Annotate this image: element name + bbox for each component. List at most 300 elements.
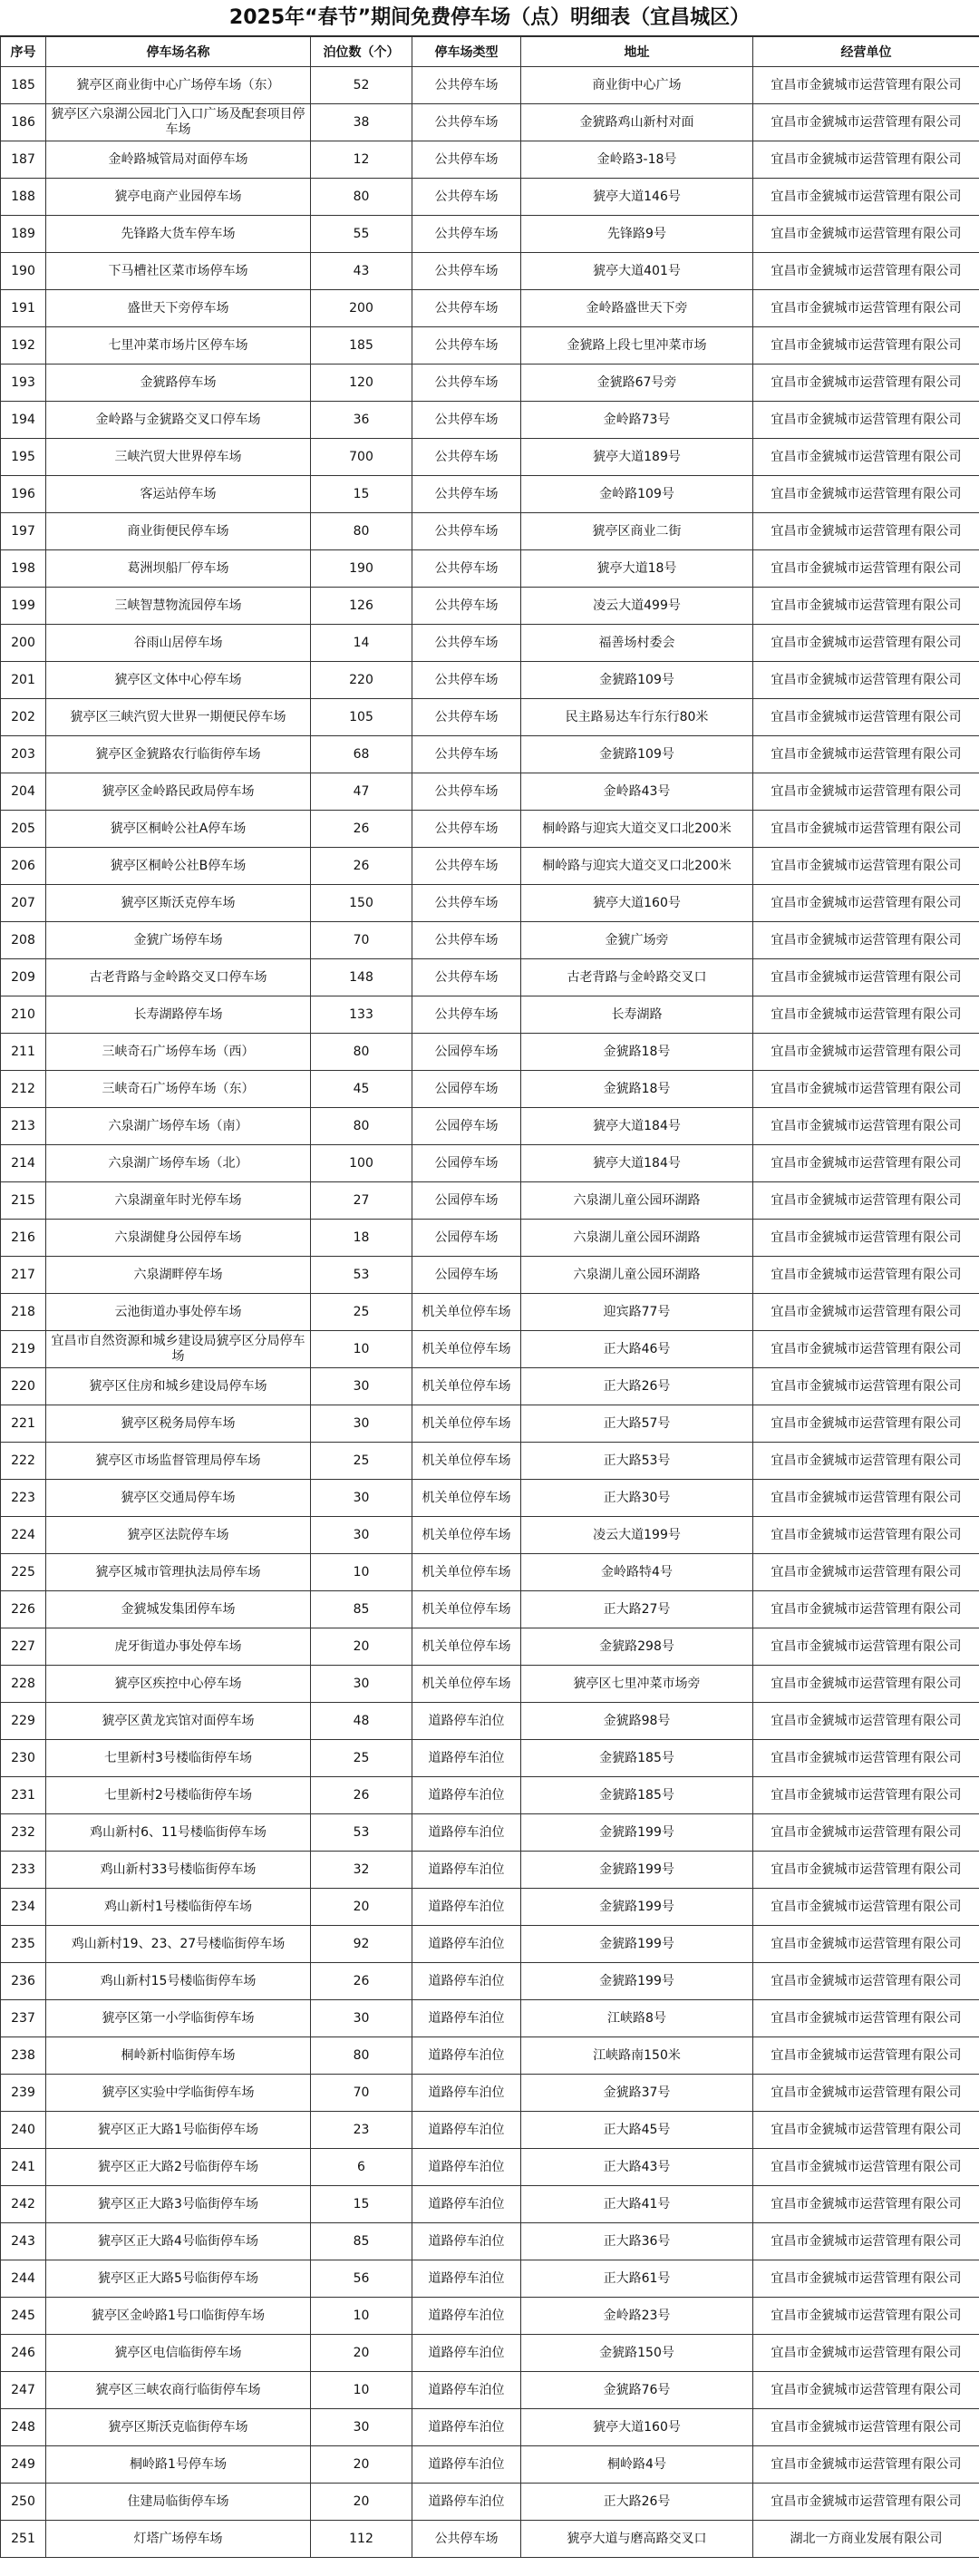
- table-row: [1, 2260, 979, 2298]
- cell-address: 金猇路98号: [521, 1703, 753, 1740]
- cell-address: 江峡路8号: [521, 2000, 753, 2037]
- cell-spots: 27: [311, 1182, 412, 1220]
- cell-type: 公共停车场: [412, 439, 521, 476]
- cell-org: 宜昌市金猇城市运营管理有限公司: [753, 1666, 979, 1703]
- cell-address: 金猇路199号: [521, 1852, 753, 1889]
- header-type: 停车场类型: [412, 37, 521, 67]
- table-row: [1, 1145, 979, 1182]
- cell-address: 金岭路特4号: [521, 1554, 753, 1591]
- cell-type: 公共停车场: [412, 550, 521, 588]
- cell-spots: 47: [311, 773, 412, 811]
- cell-seq: 236: [1, 1963, 46, 2000]
- cell-spots: 126: [311, 588, 412, 625]
- cell-org: 宜昌市金猇城市运营管理有限公司: [753, 1145, 979, 1182]
- cell-address: 金猇路鸡山新村对面: [521, 104, 753, 141]
- cell-org: 宜昌市金猇城市运营管理有限公司: [753, 1554, 979, 1591]
- cell-name: 猇亭电商产业园停车场: [46, 179, 311, 216]
- cell-seq: 234: [1, 1889, 46, 1926]
- cell-seq: 243: [1, 2223, 46, 2260]
- cell-seq: 207: [1, 885, 46, 922]
- cell-spots: 48: [311, 1703, 412, 1740]
- cell-seq: 192: [1, 327, 46, 365]
- cell-address: 正大路43号: [521, 2149, 753, 2186]
- cell-type: 机关单位停车场: [412, 1368, 521, 1405]
- cell-name: 猇亭区第一小学临街停车场: [46, 2000, 311, 2037]
- cell-address: 正大路61号: [521, 2260, 753, 2298]
- cell-seq: 199: [1, 588, 46, 625]
- cell-name: 住建局临街停车场: [46, 2484, 311, 2521]
- cell-org: 宜昌市金猇城市运营管理有限公司: [753, 1777, 979, 1814]
- cell-spots: 26: [311, 811, 412, 848]
- cell-seq: 205: [1, 811, 46, 848]
- cell-org: 宜昌市金猇城市运营管理有限公司: [753, 2372, 979, 2409]
- cell-type: 公共停车场: [412, 848, 521, 885]
- cell-spots: 15: [311, 2186, 412, 2223]
- cell-type: 机关单位停车场: [412, 1517, 521, 1554]
- cell-org: 宜昌市金猇城市运营管理有限公司: [753, 773, 979, 811]
- cell-type: 道路停车泊位: [412, 1926, 521, 1963]
- cell-seq: 235: [1, 1926, 46, 1963]
- cell-name: 云池街道办事处停车场: [46, 1294, 311, 1331]
- cell-seq: 203: [1, 736, 46, 773]
- cell-address: 六泉湖儿童公园环湖路: [521, 1220, 753, 1257]
- cell-org: 宜昌市金猇城市运营管理有限公司: [753, 1368, 979, 1405]
- cell-org: 宜昌市金猇城市运营管理有限公司: [753, 1628, 979, 1666]
- cell-address: 猇亭大道160号: [521, 2409, 753, 2446]
- cell-seq: 188: [1, 179, 46, 216]
- table-row: [1, 1368, 979, 1405]
- cell-spots: 80: [311, 1034, 412, 1071]
- cell-type: 道路停车泊位: [412, 1703, 521, 1740]
- table-row: [1, 2446, 979, 2484]
- table-row: [1, 625, 979, 662]
- cell-seq: 195: [1, 439, 46, 476]
- cell-seq: 209: [1, 959, 46, 996]
- cell-seq: 251: [1, 2521, 46, 2558]
- cell-seq: 248: [1, 2409, 46, 2446]
- cell-seq: 191: [1, 290, 46, 327]
- cell-spots: 26: [311, 848, 412, 885]
- cell-spots: 26: [311, 1777, 412, 1814]
- table-row: [1, 811, 979, 848]
- table-row: [1, 1108, 979, 1145]
- cell-org: 宜昌市金猇城市运营管理有限公司: [753, 2112, 979, 2149]
- cell-type: 道路停车泊位: [412, 2149, 521, 2186]
- cell-name: 猇亭区正大路2号临街停车场: [46, 2149, 311, 2186]
- cell-name: 鸡山新村1号楼临街停车场: [46, 1889, 311, 1926]
- cell-type: 公共停车场: [412, 588, 521, 625]
- cell-address: 金猇路150号: [521, 2335, 753, 2372]
- cell-seq: 227: [1, 1628, 46, 1666]
- cell-name: 三峡奇石广场停车场（西）: [46, 1034, 311, 1071]
- cell-spots: 10: [311, 2298, 412, 2335]
- cell-name: 猇亭区黄龙宾馆对面停车场: [46, 1703, 311, 1740]
- cell-name: 猇亭区金岭路1号口临街停车场: [46, 2298, 311, 2335]
- cell-name: 金岭路城管局对面停车场: [46, 141, 311, 179]
- cell-name: 金猇广场停车场: [46, 922, 311, 959]
- cell-address: 福善场村委会: [521, 625, 753, 662]
- cell-type: 公共停车场: [412, 885, 521, 922]
- cell-name: 先锋路大货车停车场: [46, 216, 311, 253]
- cell-address: 桐岭路与迎宾大道交叉口北200米: [521, 848, 753, 885]
- cell-name: 客运站停车场: [46, 476, 311, 513]
- cell-spots: 18: [311, 1220, 412, 1257]
- cell-address: 猇亭大道18号: [521, 550, 753, 588]
- cell-spots: 20: [311, 2335, 412, 2372]
- cell-org: 宜昌市金猇城市运营管理有限公司: [753, 179, 979, 216]
- cell-type: 公共停车场: [412, 104, 521, 141]
- cell-spots: 80: [311, 179, 412, 216]
- cell-spots: 20: [311, 1889, 412, 1926]
- table-row: [1, 2484, 979, 2521]
- cell-org: 宜昌市金猇城市运营管理有限公司: [753, 1889, 979, 1926]
- cell-name: 猇亭区三峡汽贸大世界一期便民停车场: [46, 699, 311, 736]
- table-row: [1, 1257, 979, 1294]
- cell-seq: 204: [1, 773, 46, 811]
- cell-name: 猇亭区正大路1号临街停车场: [46, 2112, 311, 2149]
- cell-address: 桐岭路与迎宾大道交叉口北200米: [521, 811, 753, 848]
- cell-name: 猇亭区桐岭公社A停车场: [46, 811, 311, 848]
- cell-spots: 14: [311, 625, 412, 662]
- cell-spots: 85: [311, 2223, 412, 2260]
- cell-type: 公共停车场: [412, 216, 521, 253]
- cell-address: 长寿湖路: [521, 996, 753, 1034]
- cell-name: 七里新村2号楼临街停车场: [46, 1777, 311, 1814]
- cell-name: 猇亭区城市管理执法局停车场: [46, 1554, 311, 1591]
- table-row: [1, 1443, 979, 1480]
- table-row: [1, 1517, 979, 1554]
- cell-seq: 229: [1, 1703, 46, 1740]
- cell-address: 桐岭路4号: [521, 2446, 753, 2484]
- cell-address: 猇亭大道189号: [521, 439, 753, 476]
- cell-seq: 232: [1, 1814, 46, 1852]
- cell-name: 虎牙街道办事处停车场: [46, 1628, 311, 1666]
- cell-type: 道路停车泊位: [412, 2260, 521, 2298]
- cell-name: 猇亭区住房和城乡建设局停车场: [46, 1368, 311, 1405]
- cell-seq: 186: [1, 104, 46, 141]
- cell-address: 金猇路185号: [521, 1740, 753, 1777]
- cell-type: 公共停车场: [412, 662, 521, 699]
- cell-type: 公共停车场: [412, 179, 521, 216]
- table-row: [1, 1294, 979, 1331]
- cell-seq: 218: [1, 1294, 46, 1331]
- cell-seq: 223: [1, 1480, 46, 1517]
- cell-address: 正大路41号: [521, 2186, 753, 2223]
- cell-seq: 201: [1, 662, 46, 699]
- cell-org: 宜昌市金猇城市运营管理有限公司: [753, 1963, 979, 2000]
- cell-spots: 80: [311, 2037, 412, 2075]
- table-row: [1, 2149, 979, 2186]
- cell-spots: 10: [311, 2372, 412, 2409]
- cell-address: 先锋路9号: [521, 216, 753, 253]
- cell-seq: 245: [1, 2298, 46, 2335]
- table-row: [1, 588, 979, 625]
- cell-org: 宜昌市金猇城市运营管理有限公司: [753, 848, 979, 885]
- cell-seq: 233: [1, 1852, 46, 1889]
- cell-name: 桐岭路1号停车场: [46, 2446, 311, 2484]
- cell-name: 盛世天下旁停车场: [46, 290, 311, 327]
- table-row: [1, 1554, 979, 1591]
- table-row: [1, 2037, 979, 2075]
- table-row: [1, 1071, 979, 1108]
- cell-org: 宜昌市金猇城市运营管理有限公司: [753, 1071, 979, 1108]
- cell-spots: 30: [311, 1517, 412, 1554]
- cell-address: 金猇路上段七里冲菜市场: [521, 327, 753, 365]
- cell-org: 宜昌市金猇城市运营管理有限公司: [753, 1926, 979, 1963]
- header-spots: 泊位数（个）: [311, 37, 412, 67]
- cell-org: 宜昌市金猇城市运营管理有限公司: [753, 2186, 979, 2223]
- cell-type: 公园停车场: [412, 1182, 521, 1220]
- cell-name: 灯塔广场停车场: [46, 2521, 311, 2558]
- table-body: [1, 67, 979, 2558]
- cell-org: 宜昌市金猇城市运营管理有限公司: [753, 959, 979, 996]
- cell-address: 六泉湖儿童公园环湖路: [521, 1257, 753, 1294]
- table-row: [1, 476, 979, 513]
- table-row: [1, 2298, 979, 2335]
- cell-address: 正大路26号: [521, 2484, 753, 2521]
- cell-address: 猇亭大道184号: [521, 1108, 753, 1145]
- cell-address: 金猇路199号: [521, 1926, 753, 1963]
- table-row: [1, 365, 979, 402]
- cell-address: 凌云大道499号: [521, 588, 753, 625]
- cell-spots: 25: [311, 1294, 412, 1331]
- cell-org: 宜昌市金猇城市运营管理有限公司: [753, 67, 979, 104]
- table-row: [1, 141, 979, 179]
- cell-address: 金岭路43号: [521, 773, 753, 811]
- cell-name: 猇亭区桐岭公社B停车场: [46, 848, 311, 885]
- cell-name: 金猇路停车场: [46, 365, 311, 402]
- cell-org: 宜昌市金猇城市运营管理有限公司: [753, 2298, 979, 2335]
- cell-seq: 231: [1, 1777, 46, 1814]
- table-row: [1, 2372, 979, 2409]
- cell-address: 金猇路37号: [521, 2075, 753, 2112]
- cell-spots: 700: [311, 439, 412, 476]
- cell-org: 宜昌市金猇城市运营管理有限公司: [753, 1182, 979, 1220]
- cell-name: 猇亭区斯沃克临街停车场: [46, 2409, 311, 2446]
- cell-address: 金猇路199号: [521, 1889, 753, 1926]
- cell-org: 宜昌市金猇城市运营管理有限公司: [753, 1108, 979, 1145]
- cell-address: 正大路30号: [521, 1480, 753, 1517]
- cell-org: 宜昌市金猇城市运营管理有限公司: [753, 1703, 979, 1740]
- cell-org: 宜昌市金猇城市运营管理有限公司: [753, 625, 979, 662]
- cell-spots: 45: [311, 1071, 412, 1108]
- cell-seq: 208: [1, 922, 46, 959]
- cell-spots: 56: [311, 2260, 412, 2298]
- table-row: [1, 1777, 979, 1814]
- cell-seq: 244: [1, 2260, 46, 2298]
- table-row: [1, 253, 979, 290]
- table-row: [1, 2409, 979, 2446]
- cell-name: 金猇城发集团停车场: [46, 1591, 311, 1628]
- cell-org: 宜昌市金猇城市运营管理有限公司: [753, 2223, 979, 2260]
- cell-name: 下马槽社区菜市场停车场: [46, 253, 311, 290]
- cell-spots: 26: [311, 1963, 412, 2000]
- cell-address: 金岭路109号: [521, 476, 753, 513]
- cell-name: 古老背路与金岭路交叉口停车场: [46, 959, 311, 996]
- cell-type: 公共停车场: [412, 736, 521, 773]
- cell-address: 金猇路109号: [521, 662, 753, 699]
- cell-spots: 70: [311, 922, 412, 959]
- cell-name: 猇亭区交通局停车场: [46, 1480, 311, 1517]
- cell-org: 宜昌市金猇城市运营管理有限公司: [753, 1443, 979, 1480]
- cell-seq: 212: [1, 1071, 46, 1108]
- cell-name: 三峡汽贸大世界停车场: [46, 439, 311, 476]
- table-header-row: [1, 37, 979, 67]
- cell-spots: 20: [311, 1628, 412, 1666]
- cell-address: 正大路57号: [521, 1405, 753, 1443]
- table-row: [1, 327, 979, 365]
- cell-org: 宜昌市金猇城市运营管理有限公司: [753, 736, 979, 773]
- cell-spots: 10: [311, 1554, 412, 1591]
- cell-name: 商业街便民停车场: [46, 513, 311, 550]
- cell-address: 金猇路199号: [521, 1963, 753, 2000]
- cell-spots: 70: [311, 2075, 412, 2112]
- cell-seq: 241: [1, 2149, 46, 2186]
- cell-org: 宜昌市金猇城市运营管理有限公司: [753, 1034, 979, 1071]
- cell-org: 宜昌市金猇城市运营管理有限公司: [753, 327, 979, 365]
- cell-spots: 100: [311, 1145, 412, 1182]
- cell-address: 金猇路76号: [521, 2372, 753, 2409]
- cell-name: 鸡山新村6、11号楼临街停车场: [46, 1814, 311, 1852]
- cell-address: 金猇路185号: [521, 1777, 753, 1814]
- cell-seq: 197: [1, 513, 46, 550]
- cell-seq: 230: [1, 1740, 46, 1777]
- cell-org: 宜昌市金猇城市运营管理有限公司: [753, 1740, 979, 1777]
- cell-name: 鸡山新村15号楼临街停车场: [46, 1963, 311, 2000]
- table-row: [1, 179, 979, 216]
- cell-spots: 12: [311, 141, 412, 179]
- cell-address: 商业街中心广场: [521, 67, 753, 104]
- cell-type: 机关单位停车场: [412, 1294, 521, 1331]
- cell-type: 道路停车泊位: [412, 2186, 521, 2223]
- table-row: [1, 290, 979, 327]
- table-row: [1, 1034, 979, 1071]
- cell-address: 金岭路盛世天下旁: [521, 290, 753, 327]
- cell-spots: 23: [311, 2112, 412, 2149]
- cell-spots: 220: [311, 662, 412, 699]
- cell-spots: 30: [311, 2409, 412, 2446]
- table-row: [1, 2223, 979, 2260]
- cell-org: 宜昌市金猇城市运营管理有限公司: [753, 2446, 979, 2484]
- cell-type: 道路停车泊位: [412, 2037, 521, 2075]
- cell-seq: 217: [1, 1257, 46, 1294]
- cell-spots: 10: [311, 1331, 412, 1368]
- table-row: [1, 67, 979, 104]
- cell-org: 宜昌市金猇城市运营管理有限公司: [753, 550, 979, 588]
- table-row: [1, 848, 979, 885]
- table-row: [1, 699, 979, 736]
- cell-type: 公园停车场: [412, 1220, 521, 1257]
- cell-spots: 105: [311, 699, 412, 736]
- cell-type: 道路停车泊位: [412, 1852, 521, 1889]
- header-org: 经营单位: [753, 37, 979, 67]
- cell-name: 猇亭区金猇路农行临街停车场: [46, 736, 311, 773]
- cell-spots: 80: [311, 1108, 412, 1145]
- parking-table: [0, 36, 979, 2558]
- cell-type: 道路停车泊位: [412, 2484, 521, 2521]
- cell-org: 宜昌市金猇城市运营管理有限公司: [753, 290, 979, 327]
- cell-org: 宜昌市金猇城市运营管理有限公司: [753, 1814, 979, 1852]
- page-title: 2025年“春节”期间免费停车场（点）明细表（宜昌城区）: [0, 0, 979, 36]
- header-name: 停车场名称: [46, 37, 311, 67]
- cell-org: 宜昌市金猇城市运营管理有限公司: [753, 476, 979, 513]
- cell-spots: 30: [311, 1480, 412, 1517]
- cell-name: 葛洲坝船厂停车场: [46, 550, 311, 588]
- cell-name: 猇亭区六泉湖公园北门入口广场及配套项目停车场: [46, 104, 311, 141]
- cell-spots: 68: [311, 736, 412, 773]
- cell-seq: 222: [1, 1443, 46, 1480]
- table-row: [1, 2000, 979, 2037]
- table-row: [1, 2521, 979, 2558]
- cell-address: 猇亭大道184号: [521, 1145, 753, 1182]
- cell-type: 道路停车泊位: [412, 2446, 521, 2484]
- cell-org: 宜昌市金猇城市运营管理有限公司: [753, 885, 979, 922]
- cell-seq: 242: [1, 2186, 46, 2223]
- cell-name: 六泉湖广场停车场（北）: [46, 1145, 311, 1182]
- cell-org: 宜昌市金猇城市运营管理有限公司: [753, 1591, 979, 1628]
- cell-type: 公共停车场: [412, 959, 521, 996]
- cell-org: 宜昌市金猇城市运营管理有限公司: [753, 2335, 979, 2372]
- cell-address: 金猇路18号: [521, 1071, 753, 1108]
- cell-org: 宜昌市金猇城市运营管理有限公司: [753, 2260, 979, 2298]
- cell-address: 金岭路3-18号: [521, 141, 753, 179]
- table-row: [1, 1628, 979, 1666]
- cell-name: 金岭路与金猇路交叉口停车场: [46, 402, 311, 439]
- cell-spots: 30: [311, 2000, 412, 2037]
- cell-org: 宜昌市金猇城市运营管理有限公司: [753, 104, 979, 141]
- cell-seq: 202: [1, 699, 46, 736]
- cell-spots: 52: [311, 67, 412, 104]
- cell-name: 猇亭区正大路5号临街停车场: [46, 2260, 311, 2298]
- table-row: [1, 513, 979, 550]
- table-row: [1, 662, 979, 699]
- cell-name: 猇亭区文体中心停车场: [46, 662, 311, 699]
- cell-spots: 190: [311, 550, 412, 588]
- cell-type: 道路停车泊位: [412, 2335, 521, 2372]
- cell-seq: 221: [1, 1405, 46, 1443]
- cell-type: 公园停车场: [412, 1108, 521, 1145]
- cell-name: 鸡山新村19、23、27号楼临街停车场: [46, 1926, 311, 1963]
- cell-address: 正大路27号: [521, 1591, 753, 1628]
- cell-type: 公共停车场: [412, 67, 521, 104]
- cell-seq: 240: [1, 2112, 46, 2149]
- table-row: [1, 996, 979, 1034]
- cell-name: 桐岭新村临街停车场: [46, 2037, 311, 2075]
- table-row: [1, 773, 979, 811]
- cell-type: 公园停车场: [412, 1145, 521, 1182]
- table-row: [1, 1182, 979, 1220]
- cell-name: 猇亭区法院停车场: [46, 1517, 311, 1554]
- cell-name: 三峡奇石广场停车场（东）: [46, 1071, 311, 1108]
- cell-spots: 85: [311, 1591, 412, 1628]
- cell-org: 宜昌市金猇城市运营管理有限公司: [753, 402, 979, 439]
- cell-name: 七里新村3号楼临街停车场: [46, 1740, 311, 1777]
- cell-type: 道路停车泊位: [412, 1777, 521, 1814]
- cell-name: 猇亭区实验中学临街停车场: [46, 2075, 311, 2112]
- cell-name: 六泉湖童年时光停车场: [46, 1182, 311, 1220]
- cell-name: 猇亭区金岭路民政局停车场: [46, 773, 311, 811]
- table-row: [1, 2112, 979, 2149]
- table-row: [1, 1666, 979, 1703]
- cell-type: 机关单位停车场: [412, 1666, 521, 1703]
- cell-seq: 189: [1, 216, 46, 253]
- cell-org: 宜昌市金猇城市运营管理有限公司: [753, 1257, 979, 1294]
- cell-type: 道路停车泊位: [412, 2075, 521, 2112]
- cell-address: 金岭路73号: [521, 402, 753, 439]
- table-row: [1, 885, 979, 922]
- cell-type: 公共停车场: [412, 253, 521, 290]
- cell-spots: 185: [311, 327, 412, 365]
